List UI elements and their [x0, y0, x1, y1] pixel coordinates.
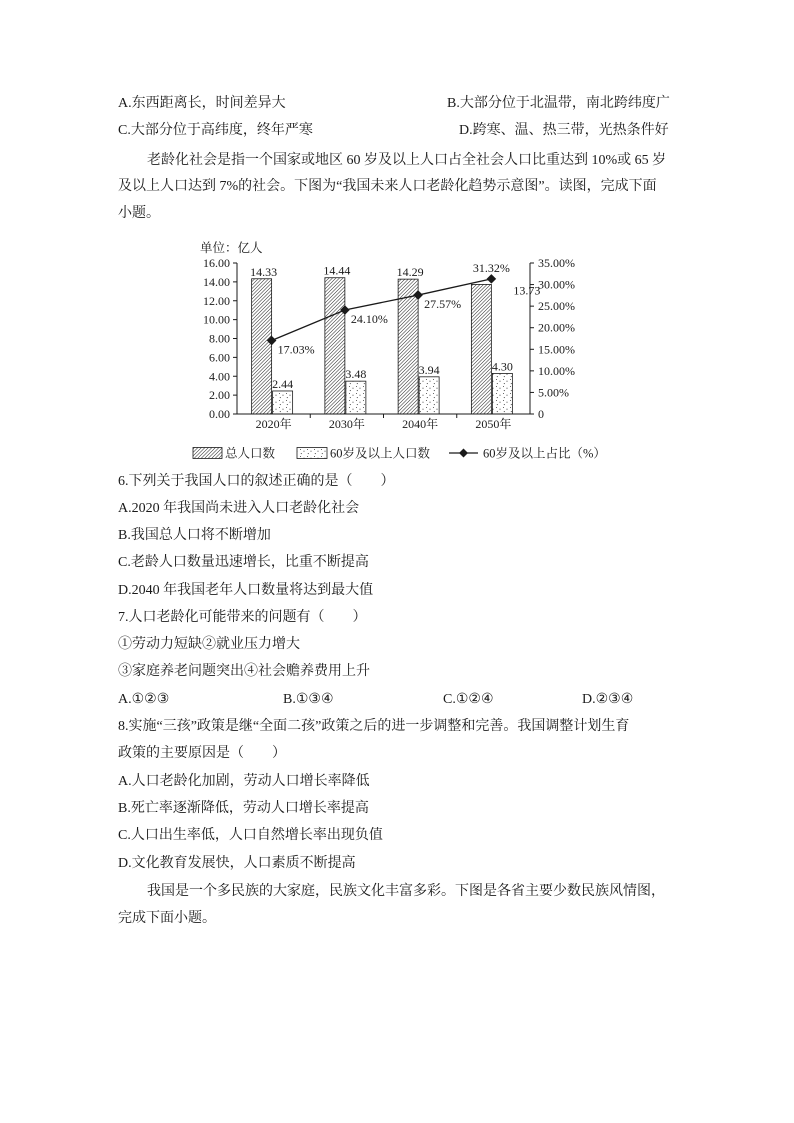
paragraph-line: 我国是一个多民族的大家庭，民族文化丰富多彩。下图是各省主要少数民族风情图， — [147, 884, 665, 899]
elderly-value-label: 4.30 — [491, 359, 513, 374]
share-value-label: 17.03% — [277, 342, 315, 357]
right-tick-label: 0 — [538, 407, 544, 421]
elderly-population-bar — [419, 377, 439, 414]
total-value-label: 14.29 — [396, 265, 424, 280]
elderly-value-label: 3.94 — [418, 362, 440, 377]
legend-swatch-dotted — [297, 448, 327, 459]
option-c: C.老龄人口数量迅速增长，比重不断提高 — [118, 555, 369, 570]
x-tick-label: 2030年 — [328, 417, 365, 431]
option-a: A.①②③ — [118, 692, 170, 707]
legend-label: 60岁及以上人口数 — [330, 446, 431, 461]
total-population-bar — [325, 278, 345, 414]
left-tick-label: 4.00 — [209, 369, 230, 384]
option-a: A.人口老龄化加剧，劳动人口增长率降低 — [118, 774, 370, 789]
right-tick-label: 35.00% — [538, 256, 575, 270]
total-value-label: 13.73 — [513, 283, 541, 298]
statement-line: ③家庭养老问题突出④社会赡养费用上升 — [118, 664, 370, 679]
question-stem: 6.下列关于我国人口的叙述正确的是（ ） — [118, 474, 395, 489]
total-population-bar — [398, 279, 418, 414]
total-population-bar — [471, 284, 491, 414]
x-tick-label: 2050年 — [475, 417, 512, 431]
option-b: B.我国总人口将不断增加 — [118, 528, 271, 543]
elderly-population-bar — [346, 381, 366, 414]
total-value-label: 14.33 — [250, 264, 278, 279]
x-tick-label: 2020年 — [255, 417, 292, 431]
option-d: D.2040 年我国老年人口数量将达到最大值 — [118, 583, 374, 598]
paragraph-line: 小题。 — [118, 206, 160, 221]
question-stem: 政策的主要原因是（ ） — [118, 746, 286, 761]
left-tick-label: 2.00 — [209, 388, 230, 403]
paragraph-line: 完成下面小题。 — [118, 911, 216, 926]
question-stem: 8.实施“三孩”政策是继“全面二孩”政策之后的进一步调整和完善。我国调整计划生育 — [118, 719, 630, 734]
option-c: C.大部分位于高纬度，终年严寒 — [118, 123, 313, 138]
elderly-share-point — [487, 274, 497, 284]
left-tick-label: 6.00 — [209, 350, 230, 365]
option-c: C.人口出生率低，人口自然增长率出现负值 — [118, 828, 383, 843]
x-tick-label: 2040年 — [402, 417, 439, 431]
legend-item-elderly-share — [449, 446, 606, 461]
option-d: D.跨寒、温、热三带，光热条件好 — [459, 123, 669, 138]
total-population-bar — [252, 279, 272, 414]
aging-trend-chart — [180, 238, 620, 464]
share-value-label: 27.57% — [424, 297, 462, 312]
elderly-population-bar — [273, 391, 293, 414]
elderly-population-bar — [492, 373, 512, 414]
left-tick-label: 12.00 — [203, 293, 230, 308]
legend — [193, 446, 606, 461]
left-tick-label: 0.00 — [209, 407, 230, 421]
legend-label: 60岁及以上占比（%） — [483, 446, 606, 461]
legend-item-elderly-population — [297, 446, 431, 461]
elderly-value-label: 2.44 — [272, 376, 294, 391]
share-value-label: 24.10% — [350, 312, 388, 327]
right-tick-label: 25.00% — [538, 299, 575, 314]
option-a: A.2020 年我国尚未进入人口老龄化社会 — [118, 501, 360, 516]
left-tick-label: 10.00 — [203, 312, 230, 327]
option-a: A.东西距离长，时间差异大 — [118, 96, 286, 111]
question-stem: 7.人口老龄化可能带来的问题有（ ） — [118, 610, 367, 625]
option-d: D.文化教育发展快，人口素质不断提高 — [118, 856, 356, 871]
right-tick-label: 5.00% — [538, 385, 569, 400]
statement-line: ①劳动力短缺②就业压力增大 — [118, 637, 300, 652]
option-d: D.②③④ — [582, 692, 634, 707]
right-tick-label: 20.00% — [538, 320, 575, 335]
left-tick-label: 14.00 — [203, 274, 230, 289]
left-tick-label: 16.00 — [203, 256, 230, 270]
paragraph-line: 及以上人口达到 7%的社会。下图为“我国未来人口老龄化趋势示意图”。读图，完成下面 — [118, 179, 657, 194]
paragraph-line: 老龄化社会是指一个国家或地区 60 岁及以上人口占全社会人口比重达到 10%或 65 岁 — [147, 153, 667, 168]
elderly-value-label: 3.48 — [345, 367, 367, 382]
option-b: B.①③④ — [283, 692, 334, 707]
legend-item-total-population — [193, 446, 276, 461]
right-tick-label: 30.00% — [538, 277, 575, 292]
legend-label: 总人口数 — [225, 446, 276, 461]
right-tick-label: 15.00% — [538, 342, 575, 357]
option-b: B.死亡率逐渐降低，劳动人口增长率提高 — [118, 801, 369, 816]
left-tick-label: 8.00 — [209, 331, 230, 346]
legend-diamond-marker — [459, 449, 468, 458]
y-axis-unit-label: 单位：亿人 — [200, 241, 263, 255]
legend-swatch-hatched — [193, 448, 222, 459]
option-b: B.大部分位于北温带，南北跨纬度广 — [447, 96, 670, 111]
option-c: C.①②④ — [443, 692, 494, 707]
total-value-label: 14.44 — [323, 263, 351, 278]
right-tick-label: 10.00% — [538, 363, 575, 378]
share-value-label: 31.32% — [472, 260, 510, 275]
